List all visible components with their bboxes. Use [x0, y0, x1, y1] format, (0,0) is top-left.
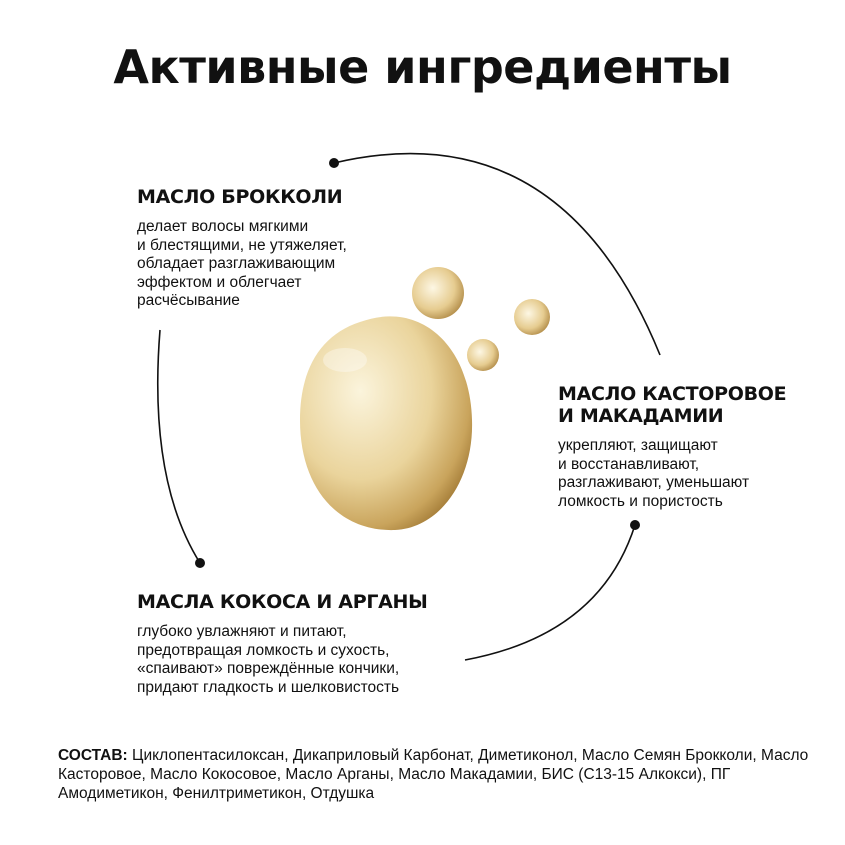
oil-drop-large	[300, 316, 472, 530]
oil-drop-small-3	[467, 339, 499, 371]
page-title: Активные ингредиенты	[113, 40, 732, 94]
oil-drop-small-2	[514, 299, 550, 335]
arc-dot-top	[329, 158, 339, 168]
composition-label: СОСТАВ:	[58, 747, 128, 764]
ingredient-2-name: МАСЛО КАСТОРОВОЕ И МАКАДАМИИ	[558, 383, 787, 427]
composition	[58, 746, 818, 803]
arc-bottom-right	[465, 525, 635, 660]
ingredient-3-description: глубоко увлажняют и питают, предотвращая ломкость и сухость, «спаивают» повреждённые кончики, придают гладкость и шелковистость	[137, 623, 400, 696]
ingredient-3-name: МАСЛА КОКОСА И АРГАНЫ	[137, 591, 428, 613]
composition-text: Циклопентасилоксан, Дикаприловый Карбонат, Диметиконол, Масло Семян Брокколи, Масло Касторовое, Масло Кокосовое, Масло Арганы, Масло Макадамии, БИС (C13-15 Алкокси), ПГ Амодиметикон, Фенилтриметикон, Отдушка	[58, 747, 809, 802]
ingredient-1-name: МАСЛО БРОККОЛИ	[137, 186, 343, 208]
arc-dot-right	[630, 520, 640, 530]
oil-drop-highlight	[323, 348, 367, 372]
ingredient-2-description: укрепляют, защищают и восстанавливают, разглаживают, уменьшают ломкость и пористость	[558, 437, 750, 510]
ingredient-1-description: делает волосы мягкими и блестящими, не утяжеляет, обладает разглаживающим эффектом и облегчает расчёсывание	[137, 218, 347, 309]
arc-left	[158, 330, 200, 563]
arc-dot-left	[195, 558, 205, 568]
oil-drop-small-1	[412, 267, 464, 319]
